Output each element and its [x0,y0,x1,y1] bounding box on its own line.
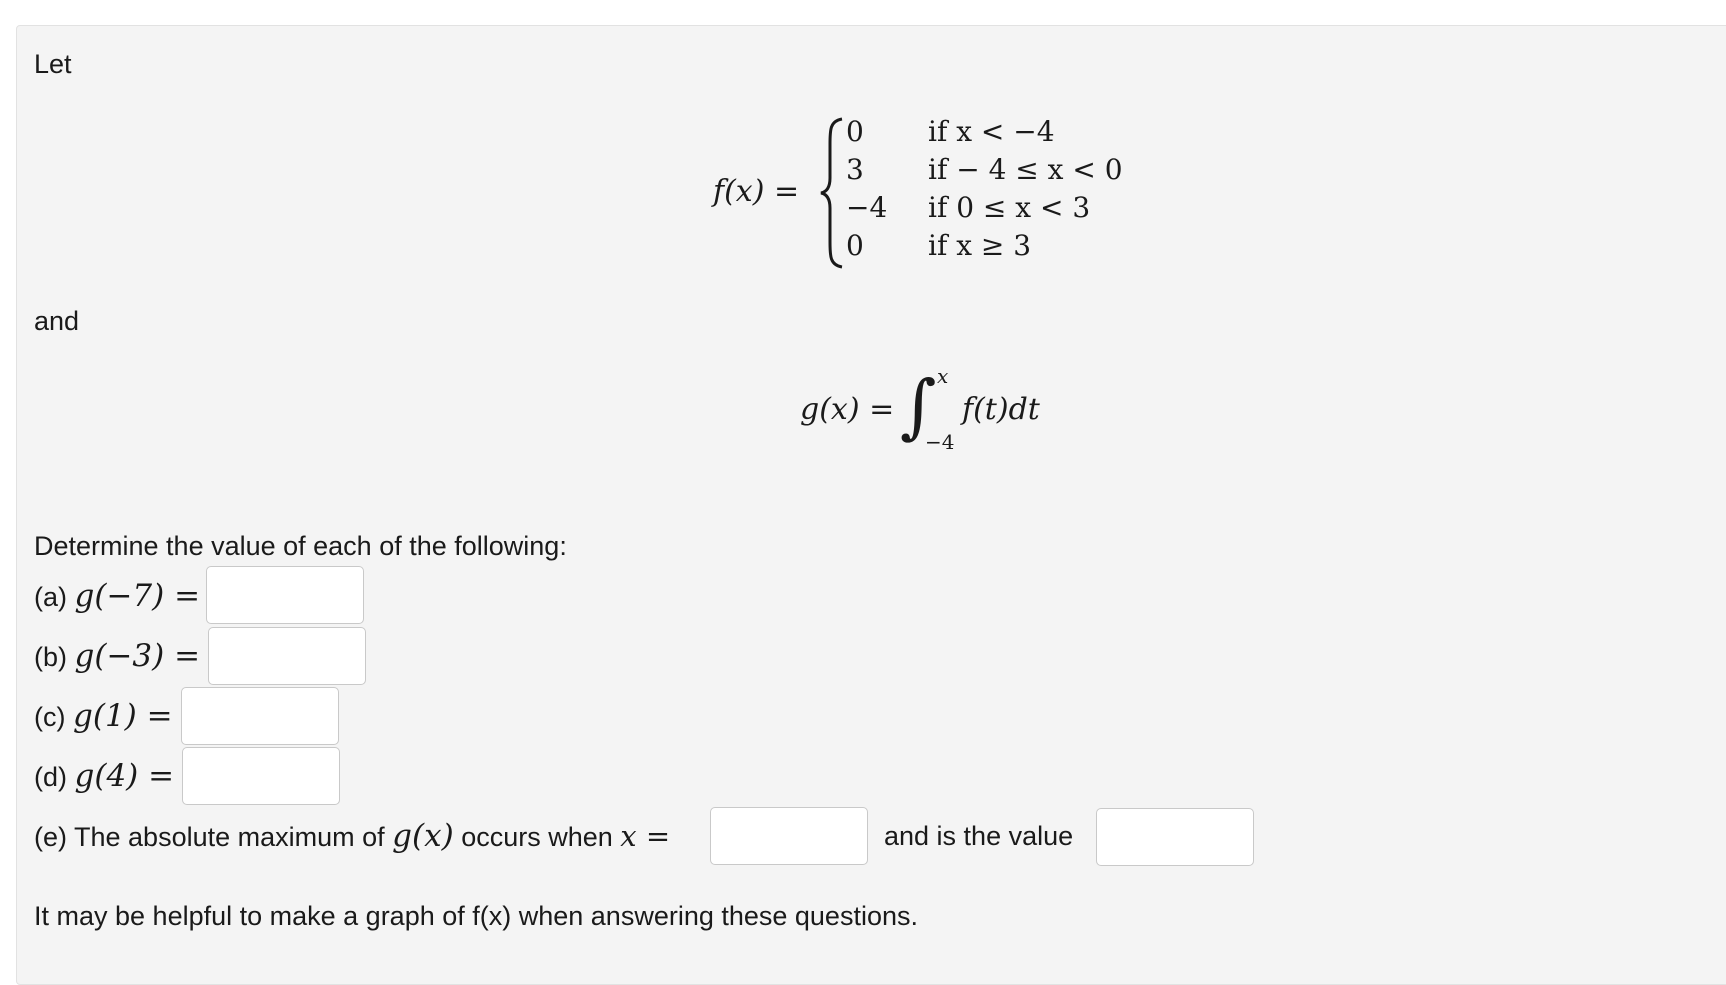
question-c: (c) g(1) = [34,698,173,734]
and-text: and [34,306,80,336]
f-lhs: f(x) = [713,174,800,209]
integrand: f(t)dt [962,392,1040,427]
upper-limit: x [937,364,949,388]
lower-limit: −4 [925,430,955,454]
integral-sign-icon: ∫ [900,365,937,447]
question-a: (a) g(−7) = [34,578,201,614]
f-case-2-value: 3 [846,153,864,186]
answer-e-value-input[interactable] [1096,808,1254,866]
f-case-3-condition: if 0 ≤ x < 3 [928,191,1091,224]
answer-e-x-input[interactable] [710,807,868,865]
f-case-1-value: 0 [846,115,864,148]
let-text: Let [34,49,72,79]
answer-c-input[interactable] [181,687,339,745]
answer-a-input[interactable] [206,566,364,624]
question-e: (e) The absolute maximum of g(x) occurs when x = [34,818,671,854]
answer-b-input[interactable] [208,627,366,685]
question-d: (d) g(4) = [34,758,175,794]
hint-text: It may be helpful to make a graph of f(x) when answering these questions. [34,901,918,931]
and-is-the-value-text: and is the value [884,821,1074,851]
f-case-3-value: −4 [846,191,888,224]
answer-d-input[interactable] [182,747,340,805]
instructions-text: Determine the value of each of the following: [34,531,567,561]
f-case-1-condition: if x < −4 [928,115,1055,148]
f-case-4-value: 0 [846,229,864,262]
g-lhs: g(x) = [800,392,895,427]
left-brace-icon [818,116,848,270]
f-case-4-condition: if x ≥ 3 [928,229,1032,262]
question-b: (b) g(−3) = [34,638,201,674]
f-case-2-condition: if − 4 ≤ x < 0 [928,153,1123,186]
